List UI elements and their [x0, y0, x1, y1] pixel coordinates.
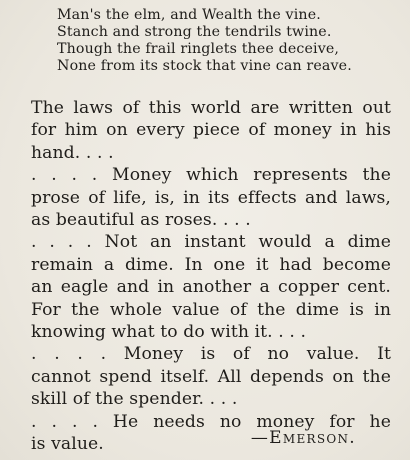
prose-line: an eagle and in another a copper cent.	[31, 277, 391, 298]
prose-passage	[31, 97, 391, 456]
prose-line: For the whole value of the dime is in	[31, 299, 391, 320]
prose-line: The laws of this world are written out	[31, 98, 391, 118]
poem-line: None from its stock that vine can reave.	[57, 58, 352, 74]
prose-line: prose of life, is, in its effects and laws,	[31, 187, 391, 208]
poem-line: Though the frail ringlets thee deceive,	[57, 41, 340, 57]
prose-line: for him on every piece of money in his	[31, 120, 391, 141]
prose-line: as beautiful as roses. . . .	[31, 210, 251, 231]
author-signature: —Emerson.	[250, 428, 356, 448]
epigraph-poem	[57, 7, 352, 75]
prose-line: knowing what to do with it. . . .	[31, 322, 307, 343]
poem-line: Stanch and strong the tendrils twine.	[57, 24, 332, 40]
prose-line: hand. . . .	[31, 142, 114, 163]
prose-line: skill of the spender. . . .	[31, 389, 238, 410]
prose-line: remain a dime. In one it had become	[31, 254, 391, 275]
prose-line: cannot spend itself. All depends on the	[31, 366, 391, 387]
prose-line: is value.	[31, 434, 104, 455]
prose-line: . . . . Money which represents the	[31, 165, 391, 186]
prose-line: . . . . Not an instant would a dime	[31, 232, 391, 253]
poem-line: Man's the elm, and Wealth the vine.	[57, 7, 321, 23]
prose-line: . . . . Money is of no value. It	[31, 344, 391, 365]
prose-line: . . . . He needs no money for he	[31, 411, 391, 432]
